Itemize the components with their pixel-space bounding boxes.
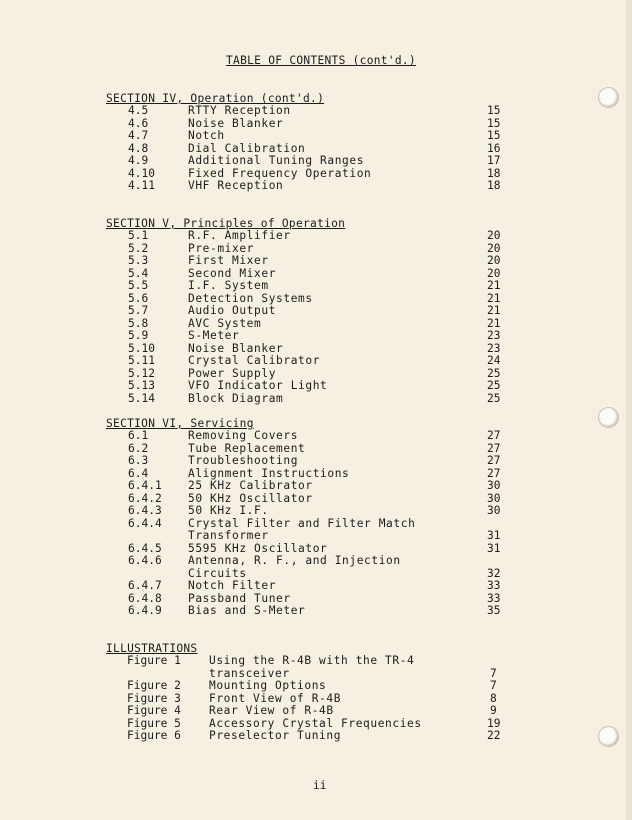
toc-entry-number: 6.4.2 [128,491,162,505]
toc-entry-number: 6.4.4 [128,516,162,530]
toc-entry-title: Pre-mixer [188,241,255,255]
toc-entry-page: 15 [487,116,501,130]
toc-entry-title: Notch Filter [188,579,277,592]
toc-entry-number: 5.10 [128,341,155,355]
toc-entry-page: 35 [487,604,501,617]
toc-entry-number: 5.4 [128,266,149,280]
toc-entry-page: 30 [487,479,501,492]
toc-entry-page: 23 [487,341,501,355]
toc-entry-number: 4.9 [128,154,149,167]
toc-entry-number: 5.14 [128,391,155,405]
toc-entry-page: 21 [487,291,501,305]
binder-hole-bottom [598,726,619,747]
toc-entry-title: VHF Reception [188,179,284,192]
toc-entry-page: 27 [487,441,501,455]
toc-entry-title: Notch [188,129,225,142]
toc-entry-page: 27 [487,429,501,442]
toc-entry-page: 33 [487,579,501,592]
toc-entry-title: Bias and S-Meter [188,604,306,617]
toc-entry-number: 6.4.8 [128,591,162,605]
toc-entry-number: 6.4.9 [128,604,162,617]
toc-entry-title: Crystal Calibrator [188,354,321,367]
figure-page: 8 [490,691,497,705]
toc-entry-page: 17 [487,154,501,167]
toc-entry-number: 6.4 [128,466,149,480]
figure-title: Front View of R-4B [209,691,342,705]
figure-label: Figure 1 [127,654,181,667]
toc-entry-title: Power Supply [188,366,277,380]
toc-entry-number: 4.6 [128,116,149,130]
toc-entry-title: 50 KHz Oscillator [188,491,313,505]
toc-entry-page: 15 [487,129,501,142]
section-heading: SECTION VI, Servicing [106,417,254,430]
toc-entry-page: 30 [487,504,501,517]
toc-entry-page: 21 [487,279,501,292]
figure-page: 7 [490,666,497,680]
toc-entry-number: 5.13 [128,379,155,392]
illustrations-heading: ILLUSTRATIONS [106,642,198,655]
page-title: TABLE OF CONTENTS (cont'd.) [226,54,416,67]
toc-entry-page: 30 [487,491,501,505]
toc-entry-page: 31 [487,529,501,542]
toc-entry-title: Block Diagram [188,391,284,405]
figure-label: Figure 3 [127,691,181,705]
figure-label: Figure 5 [127,716,181,730]
toc-entry-number: 6.2 [128,441,149,455]
toc-entry-title: R.F. Amplifier [188,229,291,242]
toc-entry-title: Tube Replacement [188,441,306,455]
toc-entry-page: 24 [487,354,501,367]
toc-entry-page: 18 [487,166,501,180]
figure-label: Figure 2 [127,679,181,692]
toc-entry-title: Noise Blanker [188,116,284,130]
toc-entry-number: 4.7 [128,129,149,142]
toc-entry-number: 4.11 [128,179,155,192]
toc-entry-number: 5.1 [128,229,149,242]
toc-entry-title: 25 KHz Calibrator [188,479,313,492]
toc-entry-title: Dial Calibration [188,141,306,155]
figure-page: 7 [490,679,497,692]
toc-entry-title: Noise Blanker [188,341,284,355]
toc-entry-page: 15 [487,104,501,117]
figure-title: Using the R-4B with the TR-4 [209,654,415,667]
toc-entry-page: 25 [487,391,501,405]
toc-entry-title: AVC System [188,316,262,330]
toc-entry-number: 5.12 [128,366,155,380]
toc-entry-page: 20 [487,241,501,255]
toc-entry-title-continued: Circuits [188,566,247,580]
toc-entry-page: 25 [487,366,501,380]
toc-entry-number: 4.8 [128,141,149,155]
toc-entry-title: Crystal Filter and Filter Match [188,516,416,530]
toc-entry-number: 4.5 [128,104,149,117]
toc-entry-page: 32 [487,566,501,580]
toc-entry-title: 50 KHz I.F. [188,504,269,517]
toc-entry-title: Passband Tuner [188,591,291,605]
toc-entry-number: 5.11 [128,354,155,367]
toc-entry-number: 5.9 [128,329,149,342]
toc-entry-page: 23 [487,329,501,342]
toc-entry-number: 6.4.3 [128,504,162,517]
binder-hole-middle [598,407,619,428]
figure-title: Accessory Crystal Frequencies [209,716,422,730]
toc-entry-number: 6.4.6 [128,554,162,567]
toc-entry-page: 21 [487,304,501,317]
toc-entry-page: 33 [487,591,501,605]
toc-entry-page: 27 [487,466,501,480]
toc-entry-number: 5.2 [128,241,149,255]
toc-entry-number: 5.3 [128,254,149,267]
toc-entry-number: 6.4.7 [128,579,162,592]
toc-entry-number: 6.4.5 [128,541,162,555]
toc-entry-number: 6.4.1 [128,479,162,492]
toc-entry-page: 20 [487,266,501,280]
toc-entry-title: Alignment Instructions [188,466,350,480]
toc-entry-page: 20 [487,229,501,242]
figure-page: 19 [487,716,501,730]
toc-entry-title: Fixed Frequency Operation [188,166,372,180]
toc-entry-page: 20 [487,254,501,267]
toc-entry-title: Audio Output [188,304,277,317]
toc-entry-title: Troubleshooting [188,454,299,467]
binder-hole-top [598,87,619,108]
toc-entry-number: 5.5 [128,279,149,292]
toc-entry-page: 25 [487,379,501,392]
toc-entry-page: 31 [487,541,501,555]
toc-entry-page: 16 [487,141,501,155]
figure-page: 22 [487,729,501,742]
toc-entry-title: VFO Indicator Light [188,379,328,392]
toc-entry-title: RTTY Reception [188,104,291,117]
toc-entry-page: 18 [487,179,501,192]
toc-entry-title: First Mixer [188,254,269,267]
toc-entry-title: Removing Covers [188,429,299,442]
figure-title-continued: transceiver [209,666,290,680]
figure-title: Mounting Options [209,679,327,692]
toc-entry-number: 5.6 [128,291,149,305]
figure-page: 9 [490,704,497,717]
toc-entry-number: 6.1 [128,429,149,442]
toc-entry-title: Antenna, R. F., and Injection [188,554,401,567]
toc-entry-title: S-Meter [188,329,240,342]
toc-entry-number: 4.10 [128,166,155,180]
toc-entry-title: Detection Systems [188,291,313,305]
toc-entry-title: Additional Tuning Ranges [188,154,365,167]
toc-entry-page: 27 [487,454,501,467]
figure-title: Preselector Tuning [209,729,342,742]
figure-title: Rear View of R-4B [209,704,334,717]
figure-label: Figure 6 [127,729,181,742]
toc-entry-page: 21 [487,316,501,330]
figure-label: Figure 4 [127,704,181,717]
toc-entry-number: 5.8 [128,316,149,330]
toc-entry-title: Second Mixer [188,266,277,280]
toc-entry-title: 5595 KHz Oscillator [188,541,328,555]
toc-entry-title-continued: Transformer [188,529,269,542]
toc-entry-number: 6.3 [128,454,149,467]
toc-entry-title: I.F. System [188,279,269,292]
section-heading: SECTION V, Principles of Operation [106,217,346,230]
toc-entry-number: 5.7 [128,304,149,317]
page-number: ii [313,779,327,792]
page-edge-shadow [626,0,632,820]
section-heading: SECTION IV, Operation (cont'd.) [106,92,325,105]
